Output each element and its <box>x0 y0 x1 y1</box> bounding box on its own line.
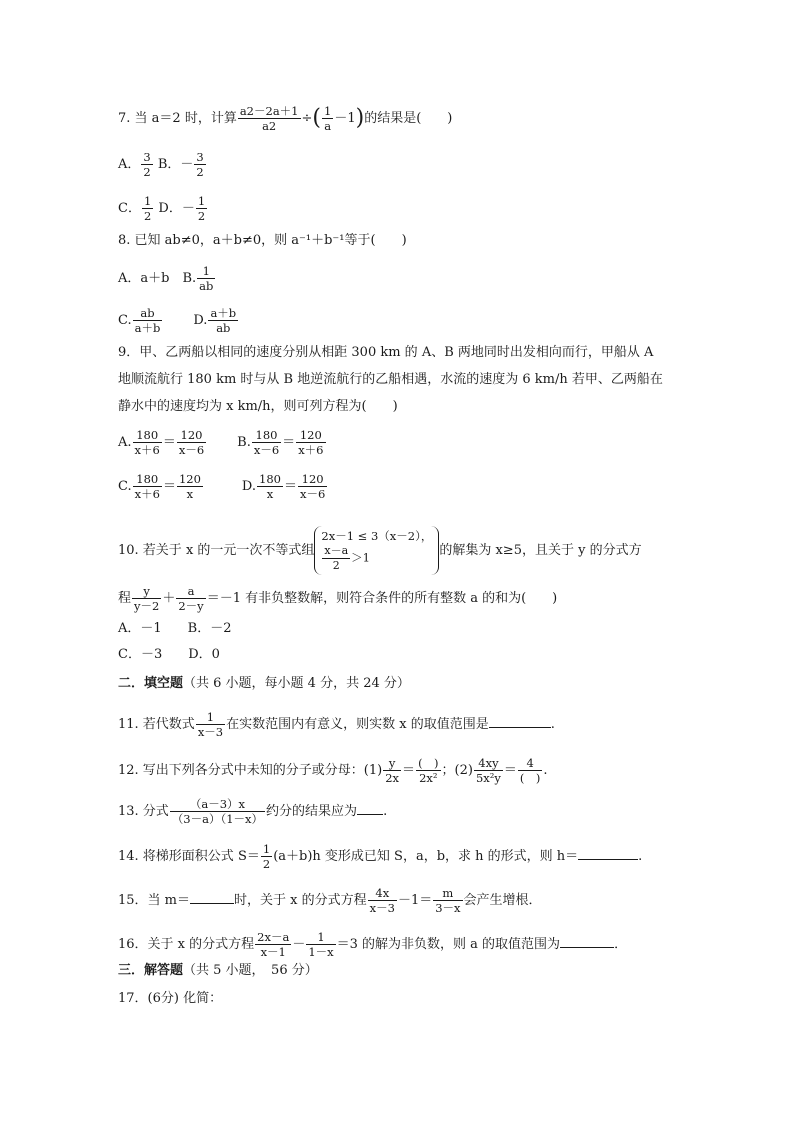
answer-blank[interactable] <box>560 934 614 948</box>
q8-options-cd: C. $\frac{ab}{a+b}$ D. $\frac{a+b}{ab}$ <box>118 306 237 335</box>
q7-options-cd: C． $\frac{1}{2}$ D．－ $\frac{1}{2}$ <box>118 194 206 223</box>
q7-options-ab: A． $\frac{3}{2}$ B．－ $\frac{3}{2}$ <box>118 150 204 179</box>
question-11: 11. 若代数式 $\frac{1}{x-3}$ 在实数范围内有意义，则实数 x 的取值范围是 . <box>118 710 555 739</box>
q7-inner-fraction: $\frac{1}{a}$ <box>324 104 332 133</box>
question-7: 7. 当 a＝2 时，计算 $\frac{a2-2a+1}{a2}$ ÷( $\frac{1}{a}$ －1)的结果是( ) <box>118 104 453 133</box>
question-16: 16．关于 x 的分式方程 $\frac{2x-a}{x-1}$ － $\frac{1}{1-x}$ ＝3 的解为非负数，则 a 的取值范围为 ． <box>118 930 628 959</box>
inequality-system: 2x－1 ≤ 3（x－2）， $\frac{x-a}{2}$ ＞1 <box>314 526 439 575</box>
q7-fraction: $\frac{a2-2a+1}{a2}$ <box>239 104 299 133</box>
question-9-line-2: 地顺流航行 180 km 时与从 B 地逆流航行的乙船相遇，水流的速度为 6 km/h 若甲、乙两船在 <box>118 372 663 387</box>
q9-options-ab: A. $\frac{180}{x+6}$ ＝ $\frac{120}{x-6}$ B. $\frac{180}{x-6}$ ＝ $\frac{120}{x+6}$ <box>118 428 324 457</box>
q7-prefix: 7. 当 a＝2 时，计算 <box>118 111 237 126</box>
question-8: 8. 已知 ab≠0，a＋b≠0，则 a⁻¹＋b⁻¹等于( ) <box>118 233 407 248</box>
answer-blank[interactable] <box>190 890 234 904</box>
answer-blank[interactable] <box>357 801 383 815</box>
answer-blank[interactable] <box>489 714 551 728</box>
question-12: 12. 写出下列各分式中未知的分子或分母：(1) $\frac{y}{2x}$ ＝ $\frac{( )}{\text{2x²}}$ ；(2) $\frac{4xy}{\text{5x²y}}$ ＝ $\frac{4}{( )}$ . <box>118 756 548 785</box>
question-9-line-3: 静水中的速度均为 x km/h，则可列方程为( ) <box>118 399 398 414</box>
q10-options-ab: A．－1 B．－2 <box>118 621 232 636</box>
question-17: 17．(6分) 化简： <box>118 991 223 1006</box>
q10-options-cd: C．－3 D．0 <box>118 647 220 662</box>
q9-options-cd: C. $\frac{180}{x+6}$ ＝ $\frac{120}{x}$ D. $\frac{180}{x}$ ＝ $\frac{120}{x-6}$ <box>118 472 326 501</box>
question-15: 15．当 m＝ 时，关于 x 的分式方程 $\frac{4x}{x-3}$ －1＝ $\frac{m}{3-x}$ 会产生增根． <box>118 886 542 915</box>
question-14: 14. 将梯形面积公式 S＝ $\frac{1}{2}$ (a＋b)h 变形成已知 S，a，b，求 h 的形式，则 h＝ . <box>118 842 643 871</box>
question-10: 10. 若关于 x 的一元一次不等式组 2x－1 ≤ 3（x－2）， $\frac{x-a}{2}$ ＞1 的解集为 x≥5，且关于 y 的分式方 <box>118 526 642 575</box>
q7-suffix: 的结果是( ) <box>364 111 453 126</box>
section-3-heading: 三．解答题（共 5 小题， 56 分） <box>118 963 318 978</box>
question-10-line-2: 程 $\frac{y}{y-2}$ ＋ $\frac{a}{2-y}$ ＝－1 有非负整数解，则符合条件的所有整数 a 的和为( ) <box>118 584 558 613</box>
question-13: 13. 分式 $\frac{(a-3)x}{(3-a)(1-x)}$ 约分的结果应为 . <box>118 797 388 826</box>
section-2-heading: 二．填空题（共 6 小题，每小题 4 分，共 24 分） <box>118 676 410 691</box>
question-9-line-1: 9．甲、乙两船以相同的速度分别从相距 300 km 的 A、B 两地同时出发相向而行，甲船从 A <box>118 345 654 360</box>
q8-options-ab: A．a＋b B. $\frac{1}{ab}$ <box>118 264 214 293</box>
answer-blank[interactable] <box>578 846 638 860</box>
